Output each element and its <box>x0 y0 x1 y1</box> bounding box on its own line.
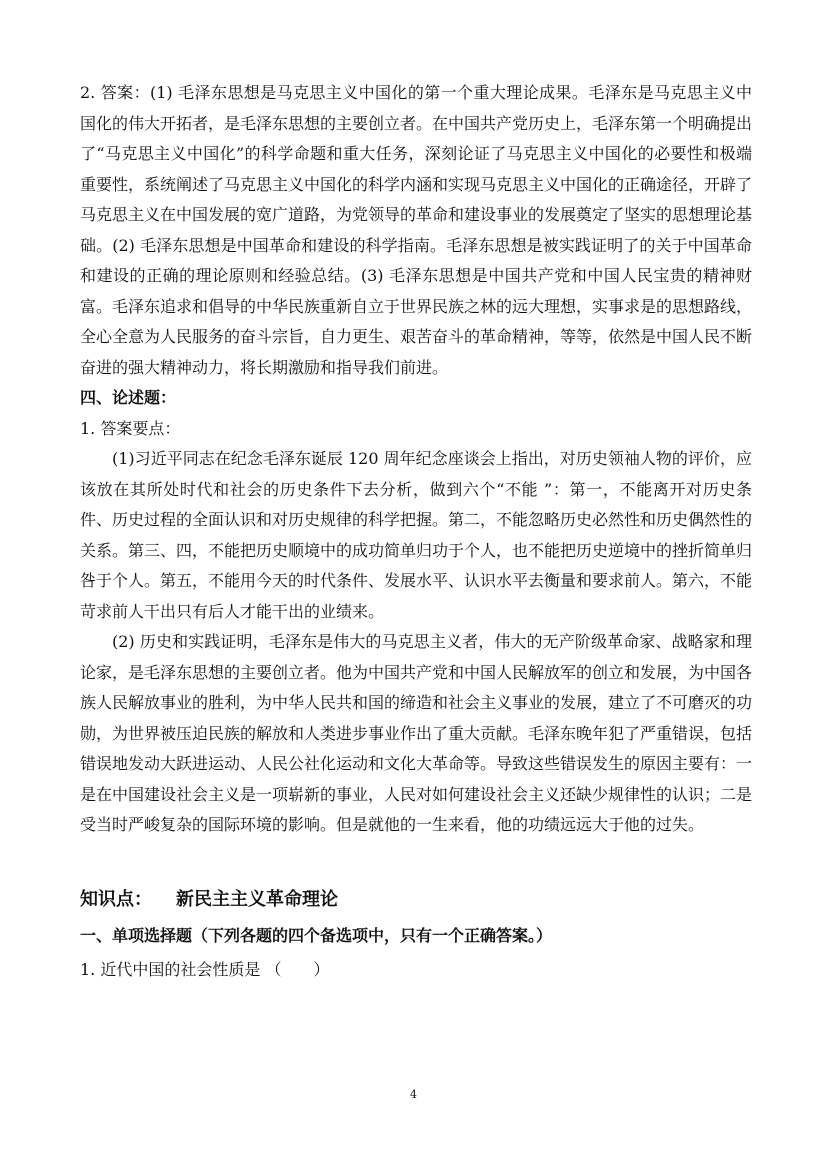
answer-2-paragraph: 2. 答案：(1) 毛泽东思想是马克思主义中国化的第一个重大理论成果。毛泽东是马克思主义中国化的伟大开拓者，是毛泽东思想的主要创立者。在中国共产党历史上，毛泽东第一个明确提出了“马克思主义中国化”的科学命题和重大任务，深刻论证了马克思主义中国化的必要性和极端重要性，系统阐述了马克思主义中国化的科学内涵和实现马克思主义中国化的正确途径，开辟了马克思主义在中国发展的宽广道路，为党领导的革命和建设事业的发展奠定了坚实的思想理论基础。(2) 毛泽东思想是中国革命和建设的科学指南。毛泽东思想是被实践证明了的关于中国革命和建设的正确的理论原则和经验总结。(3) 毛泽东思想是中国共产党和中国人民宝贵的精神财富。毛泽东追求和倡导的中华民族重新自立于世界民族之林的远大理想，实事求是的思想路线，全心全意为人民服务的奋斗宗旨，自力更生、艰苦奋斗的革命精神，等等，依然是中国人民不断奋进的强大精神动力，将长期激励和指导我们前进。 <box>80 83 753 377</box>
knowledge-point-heading <box>80 885 752 915</box>
essay-item-label: 1. 答案要点： <box>80 418 181 438</box>
question-1: 1. 近代中国的社会性质是 （ ） <box>80 959 330 979</box>
page-content <box>80 78 752 985</box>
knowledge-point-title: 新民主主义革命理论 <box>176 888 338 910</box>
essay-point-2: (2) 历史和实践证明，毛泽东是伟大的马克思主义者，伟大的无产阶级革命家、战略家和理论家，是毛泽东思想的主要创立者。他为中国共产党和中国人民解放军的创立和发展，为中国各族人民解放事业的胜利，为中华人民共和国的缔造和社会主义事业的发展，建立了不可磨灭的功勋，为世界被压迫民族的解放和人类进步事业作出了重大贡献。毛泽东晚年犯了严重错误，包括错误地发动大跃进运动、人民公社化运动和文化大革命等。导致这些错误发生的原因主要有：一是在中国建设社会主义是一项崭新的事业，人民对如何建设社会主义还缺少规律性的认识；二是受当时严峻复杂的国际环境的影响。但是就他的一生来看，他的功绩远远大于他的过失。 <box>80 632 753 834</box>
single-choice-section-heading: 一、单项选择题（下列各题的四个备选项中，只有一个正确答案。） <box>80 925 553 945</box>
knowledge-point-label: 知识点： <box>80 888 152 910</box>
page-number: 4 <box>410 1088 417 1101</box>
essay-point-1: (1)习近平同志在纪念毛泽东诞辰 120 周年纪念座谈会上指出，对历史领袖人物的评价，应该放在其所处时代和社会的历史条件下去分析，做到六个“不能 ”：第一，不能离开对历史条件、历史过程的全面认识和对历史规律的科学把握。第二，不能忽略历史必然性和历史偶然性的关系。第三、四，不能把历史顺境中的成功简单归功于个人，也不能把历史逆境中的挫折简单归咎于个人。第五，不能用今天的时代条件、发展水平、认识水平去衡量和要求前人。第六，不能苛求前人干出只有后人才能干出的业绩来。 <box>80 449 753 621</box>
essay-section-heading: 四、论述题： <box>80 388 177 407</box>
